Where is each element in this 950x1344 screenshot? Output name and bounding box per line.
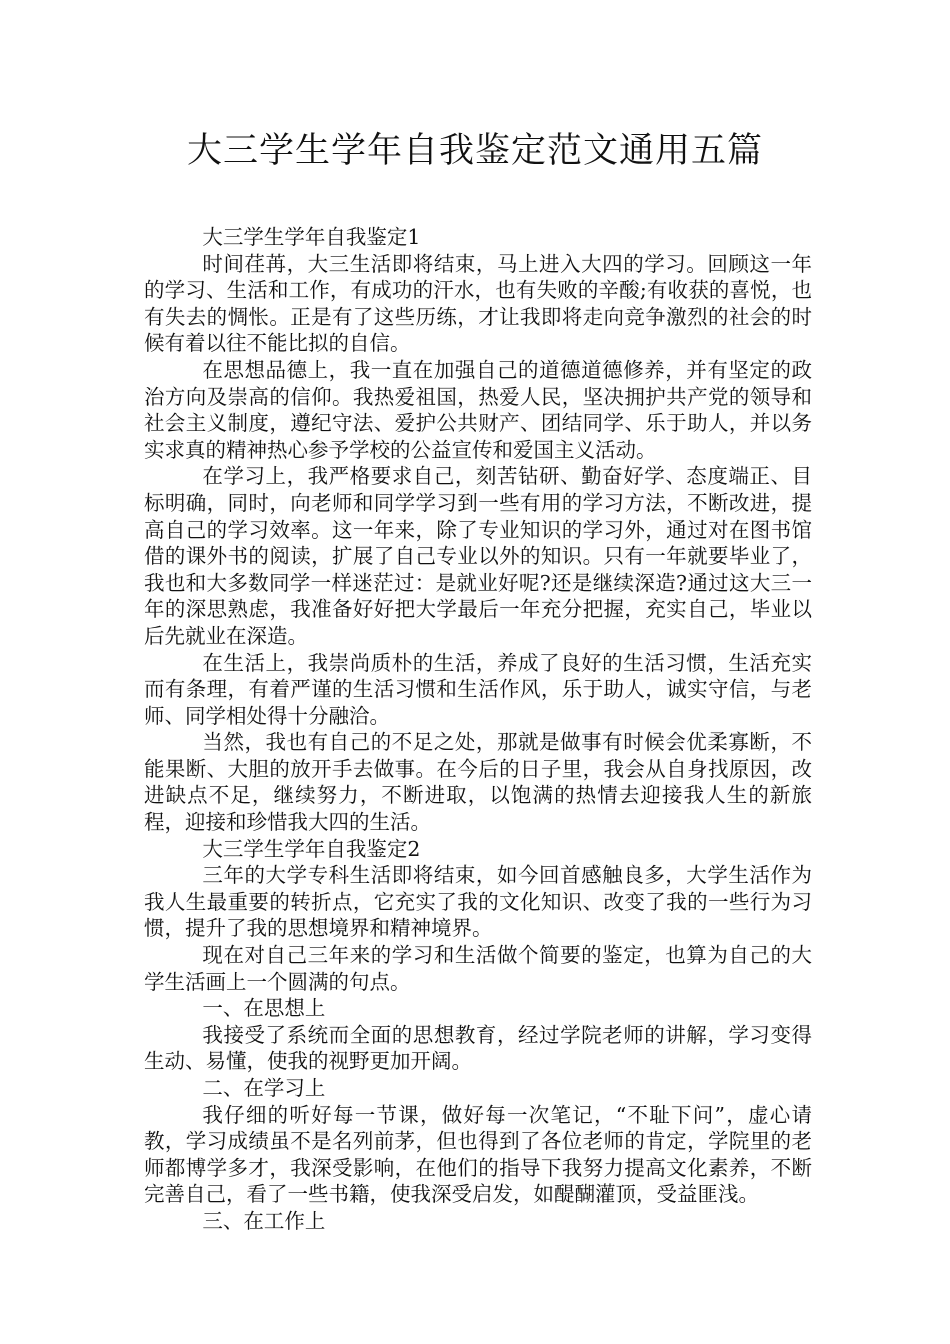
subheading-study: 二、在学习上: [202, 1076, 326, 1100]
paragraph: 现在对自己三年来的学习和生活做个简要的鉴定，也算为自己的大学生活画上一个圆满的句点。: [144, 943, 812, 994]
paragraph: 三年的大学专科生活即将结束，如今回首感触良多，大学生活作为我人生最重要的转折点，它充实了我的文化知识、改变了我的一些行为习惯，提升了我的思想境界和精神境界。: [144, 863, 812, 941]
paragraph: 在思想品德上，我一直在加强自己的道德道德修养，并有坚定的政治方向及崇高的信仰。我热爱祖国，热爱人民，坚决拥护共产党的领导和社会主义制度，遵纪守法、爱护公共财产、团结同学、乐于助人，并以务实求真的精神热心参予学校的公益宣传和爱国主义活动。: [144, 357, 812, 462]
section-heading-1: 大三学生学年自我鉴定1: [202, 225, 421, 249]
paragraph: 我仔细的听好每一节课，做好每一次笔记，“不耻下问”，虚心请教，学习成绩虽不是名列前茅，但也得到了各位老师的肯定，学院里的老师都博学多才，我深受影响，在他们的指导下我努力提高文化素养，不断完善自己，看了一些书籍，使我深受启发，如醍醐灌顶，受益匪浅。: [144, 1102, 812, 1207]
paragraph: 当然，我也有自己的不足之处，那就是做事有时候会优柔寡断，不能果断、大胆的放开手去做事。在今后的日子里，我会从自身找原因，改进缺点不足，继续努力，不断进取，以饱满的热情去迎接我人生的新旅程，迎接和珍惜我大四的生活。: [144, 730, 812, 835]
subheading-thought: 一、在思想上: [202, 996, 326, 1021]
subheading-work: 三、在工作上: [202, 1208, 326, 1233]
paragraph: 时间荏苒，大三生活即将结束，马上进入大四的学习。回顾这一年的学习、生活和工作，有成功的汗水，也有失败的辛酸;有收获的喜悦，也有失去的惆怅。正是有了这些历练，才让我即将走向竞争激烈的社会的时候有着以往不能比拟的自信。: [144, 251, 812, 356]
paragraph: 在生活上，我崇尚质朴的生活，养成了良好的生活习惯，生活充实而有条理，有着严谨的生活习惯和生活作风，乐于助人，诚实守信，与老师、同学相处得十分融洽。: [144, 650, 812, 728]
paragraph: 我接受了系统而全面的思想教育，经过学院老师的讲解，学习变得生动、易懂，使我的视野更加开阔。: [144, 1022, 812, 1074]
section-heading-2: 大三学生学年自我鉴定2: [202, 836, 421, 861]
document-title: 大三学生学年自我鉴定范文通用五篇: [186, 131, 763, 171]
document-body: [144, 224, 812, 1235]
paragraph: 在学习上，我严格要求自己，刻苦钻研、勤奋好学、态度端正、目标明确，同时，向老师和同学学习到一些有用的学习方法，不断改进，提高自己的学习效率。这一年来，除了专业知识的学习外，通过对在图书馆借的课外书的阅读，扩展了自己专业以外的知识。只有一年就要毕业了，我也和大多数同学一样迷茫过：是就业好呢?还是继续深造?通过这大三一年的深思熟虑，我准备好好把大学最后一年充分把握，充实自己，毕业以后先就业在深造。: [144, 464, 812, 648]
